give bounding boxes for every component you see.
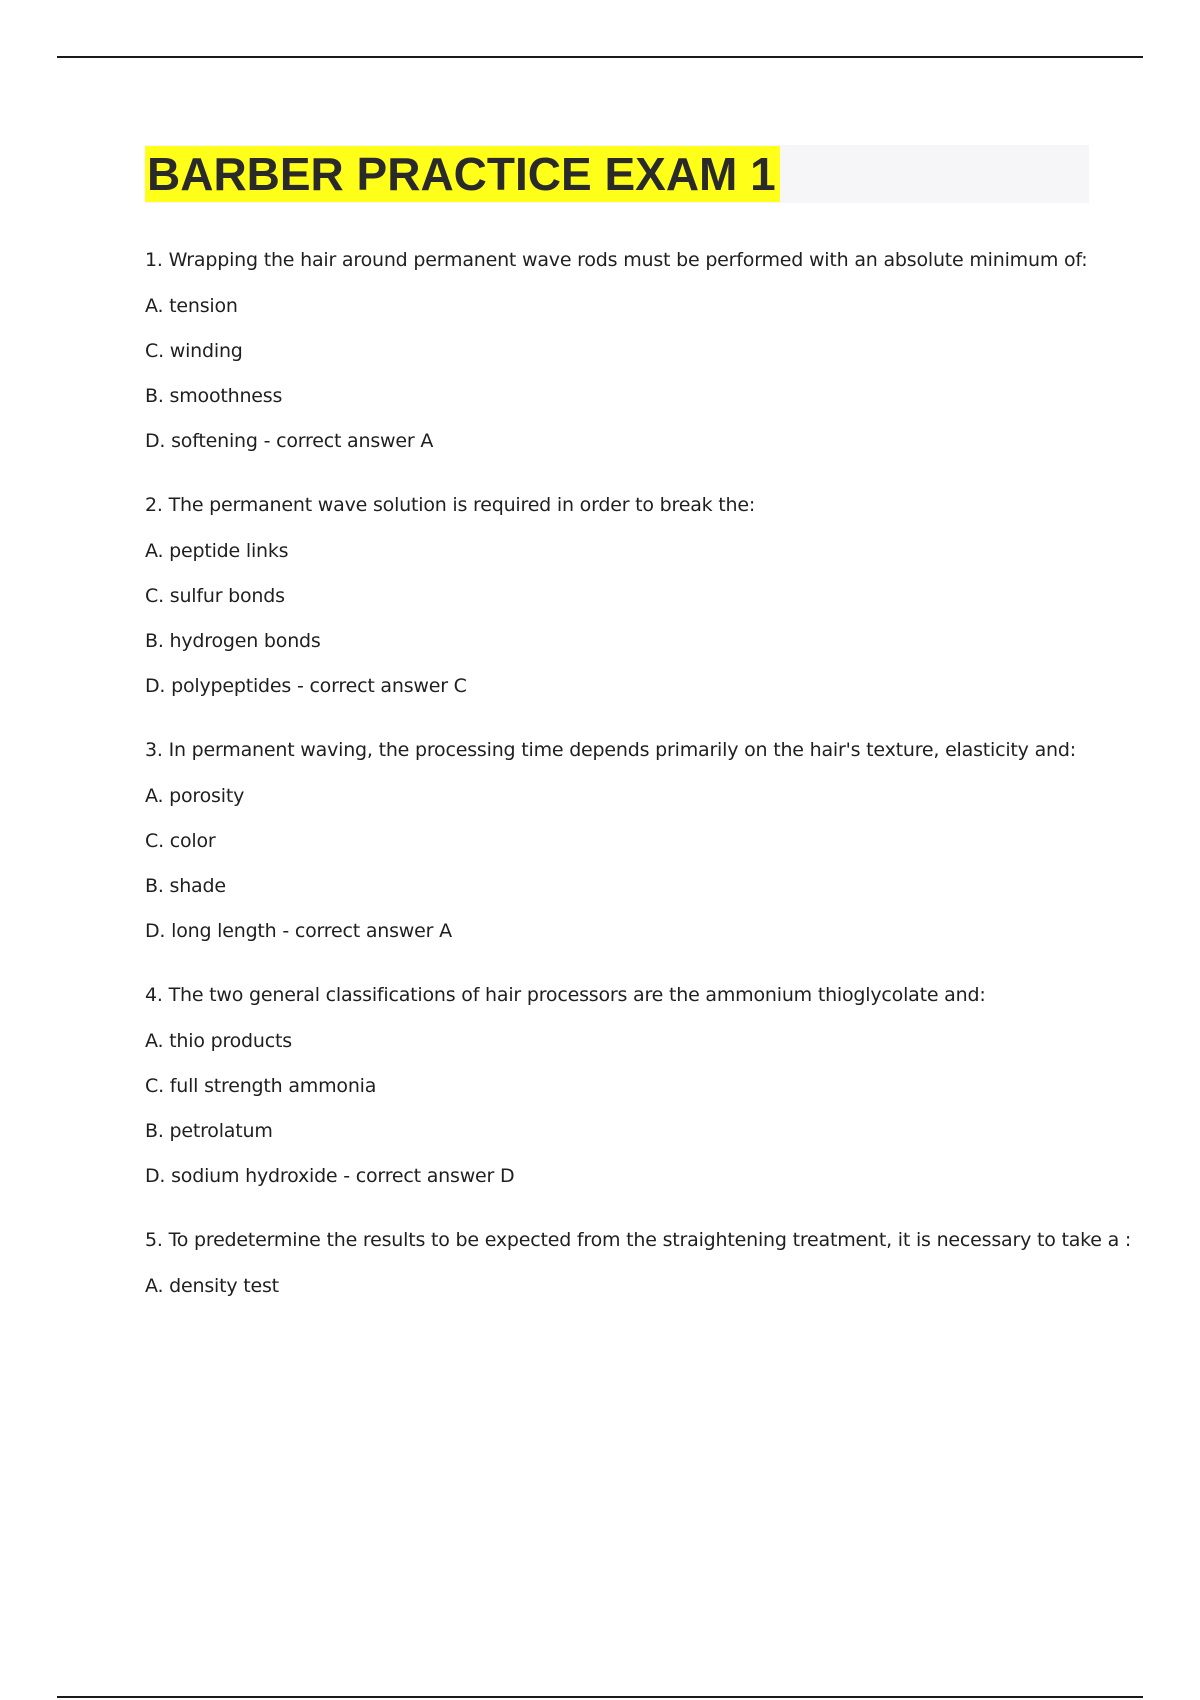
answer-option: B. hydrogen bonds [145,630,321,652]
answer-option: D. softening - correct answer A [145,430,434,452]
answer-option: C. sulfur bonds [145,585,285,607]
answer-option: A. porosity [145,785,245,807]
question-4 [145,983,1105,1188]
answer-option: A. tension [145,295,238,317]
answer-option: C. color [145,830,216,852]
question-5 [145,1228,1132,1298]
answer-option: B. smoothness [145,385,283,407]
answer-option: A. peptide links [145,540,289,562]
answer-option: D. polypeptides - correct answer C [145,675,467,697]
answer-option: D. sodium hydroxide - correct answer D [145,1165,515,1187]
question-list [145,248,1132,1338]
question-text: 2. The permanent wave solution is required in order to break the: [145,494,756,516]
answer-option: B. petrolatum [145,1120,273,1142]
answer-option: C. full strength ammonia [145,1075,377,1097]
question-text: 3. In permanent waving, the processing time depends primarily on the hair's texture, elasticity and: [145,739,1076,761]
answer-option: A. density test [145,1275,279,1297]
question-2 [145,493,1105,698]
answer-option: C. winding [145,340,243,362]
answer-option: D. long length - correct answer A [145,920,452,942]
question-text: 1. Wrapping the hair around permanent wave rods must be performed with an absolute minimum of: [145,249,1088,271]
question-3 [145,738,1105,943]
question-text: 5. To predetermine the results to be expected from the straightening treatment, it is necessary to take a : [145,1229,1132,1251]
question-1 [145,248,1105,453]
answer-option: A. thio products [145,1030,292,1052]
exam-title: BARBER PRACTICE EXAM 1 [145,146,780,202]
answer-option: B. shade [145,875,226,897]
question-text: 4. The two general classifications of hair processors are the ammonium thioglycolate and: [145,984,986,1006]
bottom-divider [57,1696,1143,1698]
top-divider [57,56,1143,58]
